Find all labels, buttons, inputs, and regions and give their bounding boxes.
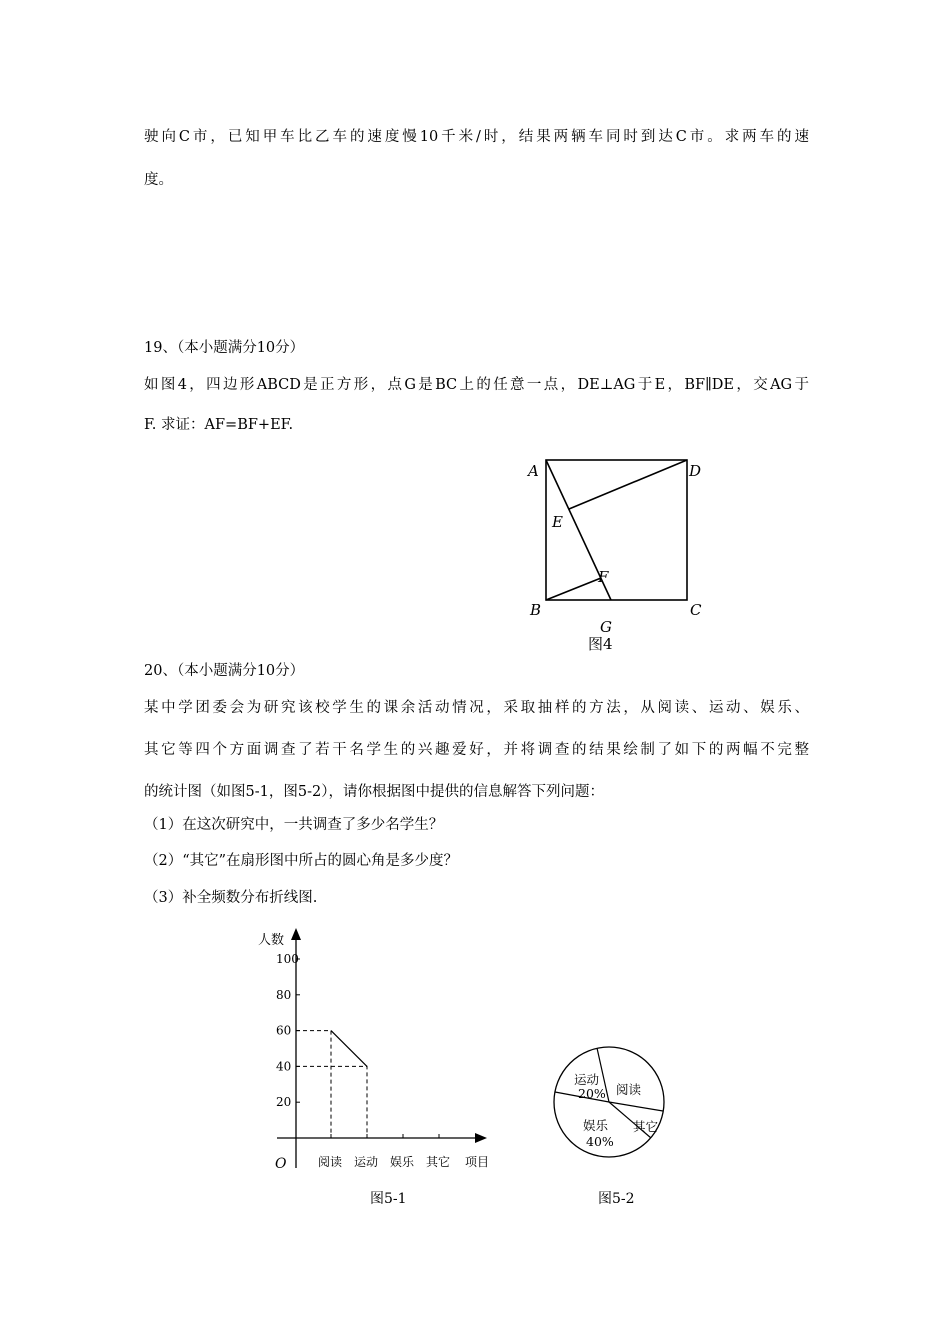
x-axis-arrow-icon bbox=[475, 1133, 487, 1143]
origin-label: O bbox=[275, 1156, 287, 1172]
y-axis-label: 人数 bbox=[258, 933, 285, 948]
figure-5-2-chart bbox=[540, 1040, 680, 1215]
label-b: B bbox=[530, 601, 542, 619]
pie-label-entertainment: 娱乐 bbox=[583, 1118, 609, 1133]
segment-bf bbox=[546, 578, 601, 600]
label-f: F bbox=[598, 568, 609, 586]
q20-subquestion-3: （3）补全频数分布折线图. bbox=[144, 890, 318, 906]
prev-question-line-2: 度。 bbox=[144, 172, 173, 188]
guide-dashed-line bbox=[296, 1031, 331, 1138]
q19-text-line-1: 如图4，四边形ABCD是正方形，点G是BC上的任意一点，DE⊥AG于E，BF∥DE，交AG于 bbox=[144, 377, 809, 393]
q20-subquestion-2: （2）“其它”在扇形图中所占的圆心角是多少度？ bbox=[144, 853, 459, 869]
q20-text-line-3: 的统计图（如图5-1，图5-2），请你根据图中提供的信息解答下列问题： bbox=[144, 784, 604, 800]
label-d: D bbox=[689, 462, 702, 480]
y-tick-label: 80 bbox=[276, 987, 292, 1002]
figure-5-2-caption: 图5-2 bbox=[598, 1191, 635, 1207]
label-e: E bbox=[552, 513, 563, 531]
figure-4 bbox=[510, 445, 730, 660]
y-axis-arrow-icon bbox=[291, 928, 301, 940]
label-c: C bbox=[690, 601, 702, 619]
q20-text-line-1: 某中学团委会为研究该校学生的课余活动情况，采取抽样的方法，从阅读、运动、娱乐、 bbox=[144, 700, 809, 716]
pie-label-reading: 阅读 bbox=[616, 1082, 642, 1097]
q20-text-line-2: 其它等四个方面调查了若干名学生的兴趣爱好，并将调查的结果绘制了如下的两幅不完整 bbox=[144, 742, 809, 758]
label-g: G bbox=[600, 618, 612, 636]
y-tick-label: 40 bbox=[276, 1059, 292, 1074]
y-tick-label: 20 bbox=[276, 1095, 292, 1110]
q19-text-line-2: F. 求证：AF=BF+EF. bbox=[144, 417, 294, 433]
segment-de bbox=[569, 460, 687, 509]
x-axis-label: 项目 bbox=[465, 1155, 490, 1169]
q20-header: 20、（本小题满分10分） bbox=[144, 663, 305, 679]
square-abcd bbox=[546, 460, 687, 600]
prev-question-line-1: 驶向C市，已知甲车比乙车的速度慢10千米/时，结果两辆车同时到达C市。求两车的速 bbox=[144, 129, 809, 145]
x-tick-label: 阅读 bbox=[318, 1155, 343, 1169]
y-tick-label: 60 bbox=[276, 1023, 292, 1038]
figure-5-1-caption: 图5-1 bbox=[370, 1191, 407, 1207]
series-segment bbox=[331, 1031, 367, 1067]
q20-subquestion-1: （1）在这次研究中，一共调查了多少名学生？ bbox=[144, 817, 444, 833]
label-a: A bbox=[528, 462, 539, 480]
x-tick-label: 其它 bbox=[426, 1155, 451, 1169]
pie-value-entertainment: 40% bbox=[586, 1134, 614, 1149]
q19-header: 19、（本小题满分10分） bbox=[144, 340, 305, 356]
pie-label-other: 其它 bbox=[633, 1119, 659, 1134]
pie-label-sports: 运动 bbox=[574, 1072, 600, 1087]
x-tick-label: 娱乐 bbox=[390, 1155, 415, 1169]
x-tick-label: 运动 bbox=[354, 1155, 379, 1169]
figure-5-1-chart bbox=[240, 920, 510, 1215]
y-tick-label: 100 bbox=[276, 952, 299, 966]
figure-4-caption: 图4 bbox=[588, 635, 613, 653]
pie-value-sports: 20% bbox=[578, 1086, 606, 1101]
